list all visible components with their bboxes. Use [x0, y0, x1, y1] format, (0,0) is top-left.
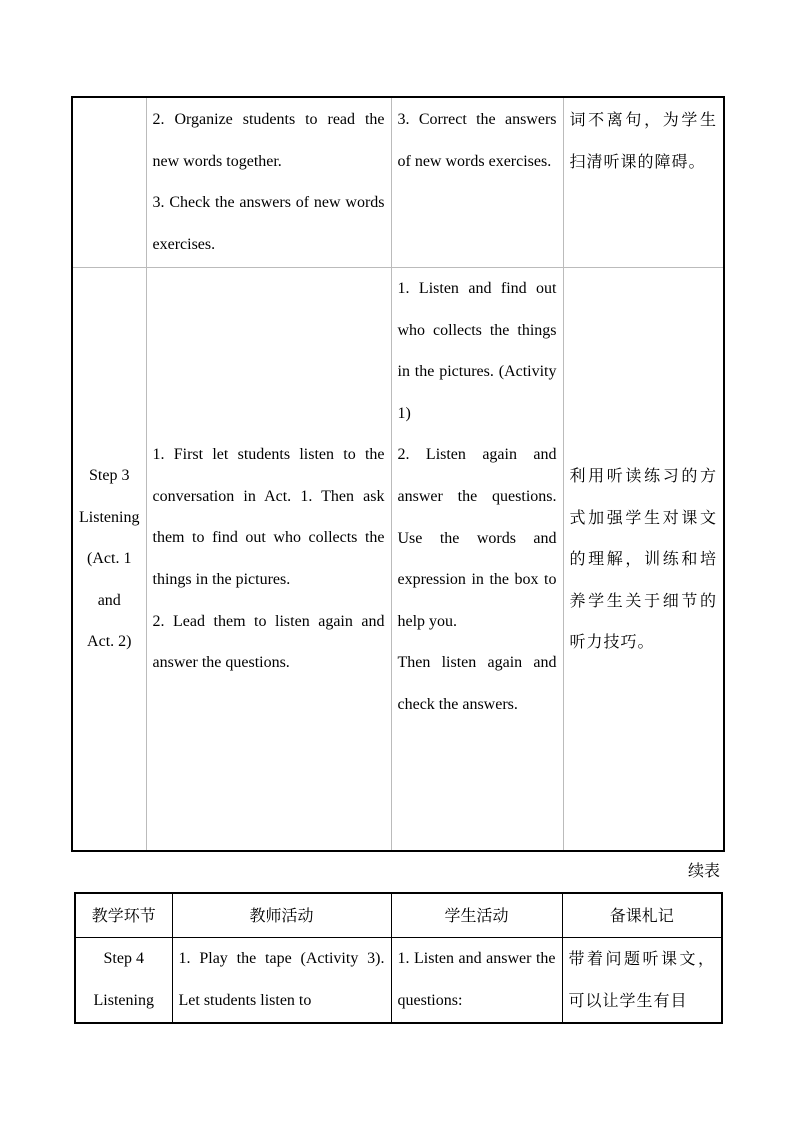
column-header: 学生活动: [391, 893, 562, 938]
teacher-activity-line: 2. Organize students to read the new words together.: [152, 111, 385, 170]
teacher-activity-cell: [146, 97, 391, 268]
student-activity-line: 3. Correct the answers of new words exercises.: [397, 111, 557, 170]
step-cell: [72, 268, 146, 852]
lesson-plan-table: [71, 96, 725, 852]
step-line: and: [97, 591, 121, 609]
step-line: Listening: [93, 991, 154, 1009]
student-activity-cell: [391, 268, 563, 852]
teacher-activity-line: 2. Lead them to listen again and answer the questions.: [152, 612, 385, 672]
lesson-plan-table-continued: [74, 892, 723, 1024]
notes-cell: 词不离句，为学生扫清听课的障碍。: [563, 97, 724, 268]
notes-cell: 利用听读练习的方式加强学生对课文的理解，训练和培养学生关于细节的听力技巧。: [563, 268, 724, 852]
step-line: Step 3: [89, 467, 130, 485]
column-header: 教师活动: [172, 893, 391, 938]
step-cell: [75, 938, 172, 1024]
continuation-label: 续表: [687, 861, 720, 880]
step-cell: [72, 97, 146, 268]
step-line: (Act. 1: [87, 550, 132, 568]
teacher-activity-cell: 1. Play the tape (Activity 3). Let students listen to: [172, 938, 391, 1024]
student-activity-cell: [391, 97, 563, 268]
step-line: Step 4: [103, 950, 144, 967]
step-line: Listening: [79, 508, 140, 526]
student-activity-line: 2. Listen again and answer the questions. Use the words and expression in the box to help you.: [397, 446, 557, 630]
step-line: Act. 2): [87, 633, 132, 651]
teacher-activity-line: 3. Check the answers of new words exercises.: [152, 194, 385, 253]
column-header: 备课札记: [562, 893, 722, 938]
table-row: [75, 938, 722, 1024]
notes-cell: 带着问题听课文，可以让学生有目: [562, 938, 722, 1024]
teacher-activity-line: 1. First let students listen to the conversation in Act. 1. Then ask them to find out who collects the things in the pictures.: [152, 446, 385, 588]
table-header-row: [75, 893, 722, 938]
student-activity-line: Then listen again and check the answers.: [397, 654, 557, 713]
teacher-activity-cell: [146, 268, 391, 852]
student-activity-cell: 1. Listen and answer the questions:: [391, 938, 562, 1024]
student-activity-line: 1. Listen and find out who collects the things in the pictures. (Activity 1): [397, 280, 557, 422]
table-row: [72, 268, 724, 852]
table-row: [72, 97, 724, 268]
column-header: 教学环节: [75, 893, 172, 938]
